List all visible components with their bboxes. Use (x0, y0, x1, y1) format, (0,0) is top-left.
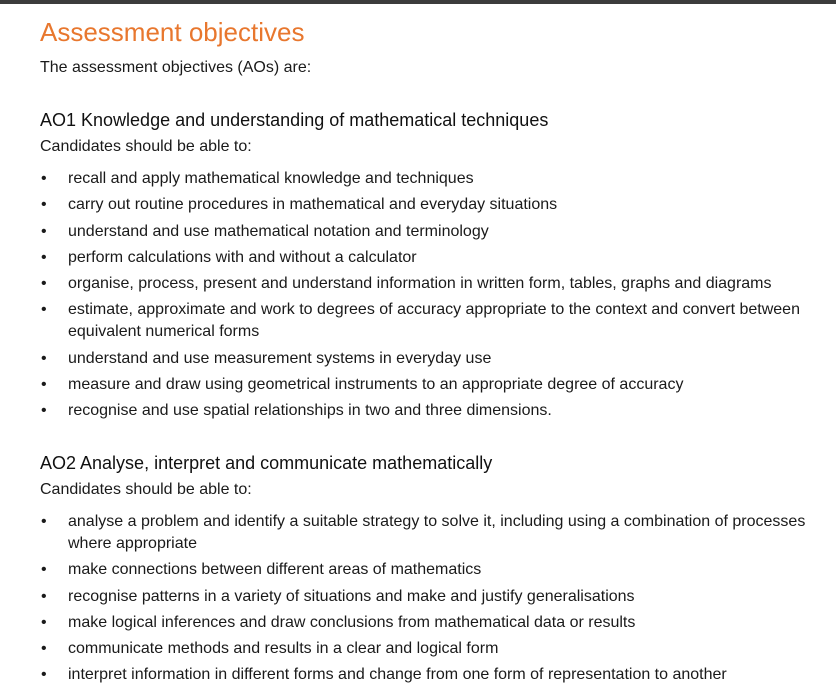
list-item (40, 168, 830, 190)
list-item-text: analyse a problem and identify a suitable strategy to solve it, including using a combination of processes where appropriate (68, 513, 806, 552)
list-item (40, 273, 830, 295)
list-item (40, 400, 830, 422)
bullet-icon: • (41, 561, 47, 579)
list-item-text: recognise and use spatial relationships in two and three dimensions. (68, 402, 552, 420)
bullet-icon: • (41, 196, 47, 214)
bullet-icon: • (41, 248, 47, 266)
bullet-icon: • (41, 402, 47, 420)
list-item-text: make logical inferences and draw conclusions from mathematical data or results (68, 613, 636, 631)
list-item (40, 612, 830, 634)
list-item-text: organise, process, present and understand information in written form, tables, graphs and diagrams (68, 275, 772, 293)
bullet-icon: • (41, 613, 47, 631)
bullet-icon: • (41, 666, 47, 684)
bullet-icon: • (41, 349, 47, 367)
list-item-text: estimate, approximate and work to degrees of accuracy appropriate to the context and convert between equivalent numerical forms (68, 301, 800, 341)
list-item-text: understand and use measurement systems in everyday use (68, 349, 492, 367)
list-item-text: communicate methods and results in a clear and logical form (68, 640, 499, 658)
bullet-list-ao1 (40, 168, 830, 427)
list-item-text: make connections between different areas of mathematics (68, 561, 482, 579)
intro-text: The assessment objectives (AOs) are: (40, 59, 312, 76)
bullet-list-ao2 (40, 511, 830, 691)
bullet-icon: • (41, 376, 47, 394)
section-lead-ao2: Candidates should be able to: (40, 481, 252, 498)
list-item (40, 299, 830, 343)
list-item-text: recognise patterns in a variety of situations and make and justify generalisations (68, 587, 635, 605)
page-title: Assessment objectives (40, 17, 305, 47)
list-item-text: measure and draw using geometrical instruments to an appropriate degree of accuracy (68, 376, 684, 394)
list-item (40, 374, 830, 396)
list-item (40, 194, 830, 216)
bullet-icon: • (41, 301, 47, 319)
list-item (40, 559, 830, 581)
list-item (40, 247, 830, 269)
list-item (40, 638, 830, 660)
list-item-text: interpret information in different forms and change from one form of representation to another (68, 666, 727, 684)
list-item (40, 511, 830, 555)
bullet-icon: • (41, 640, 47, 658)
list-item (40, 348, 830, 370)
top-rule (0, 0, 836, 4)
section-heading-ao2: AO2 Analyse, interpret and communicate mathematically (40, 453, 493, 473)
list-item-text: recall and apply mathematical knowledge and techniques (68, 170, 474, 187)
bullet-icon: • (41, 513, 47, 530)
bullet-icon: • (41, 170, 47, 187)
bullet-icon: • (41, 275, 47, 293)
list-item-text: understand and use mathematical notation and terminology (68, 222, 489, 240)
list-item (40, 664, 830, 686)
bullet-icon: • (41, 222, 47, 240)
list-item (40, 221, 830, 243)
list-item-text: perform calculations with and without a calculator (68, 248, 417, 266)
list-item-text: carry out routine procedures in mathematical and everyday situations (68, 196, 558, 214)
bullet-icon: • (41, 587, 47, 605)
section-lead-ao1: Candidates should be able to: (40, 138, 252, 155)
section-heading-ao1: AO1 Knowledge and understanding of mathematical techniques (40, 110, 549, 130)
list-item (40, 586, 830, 608)
